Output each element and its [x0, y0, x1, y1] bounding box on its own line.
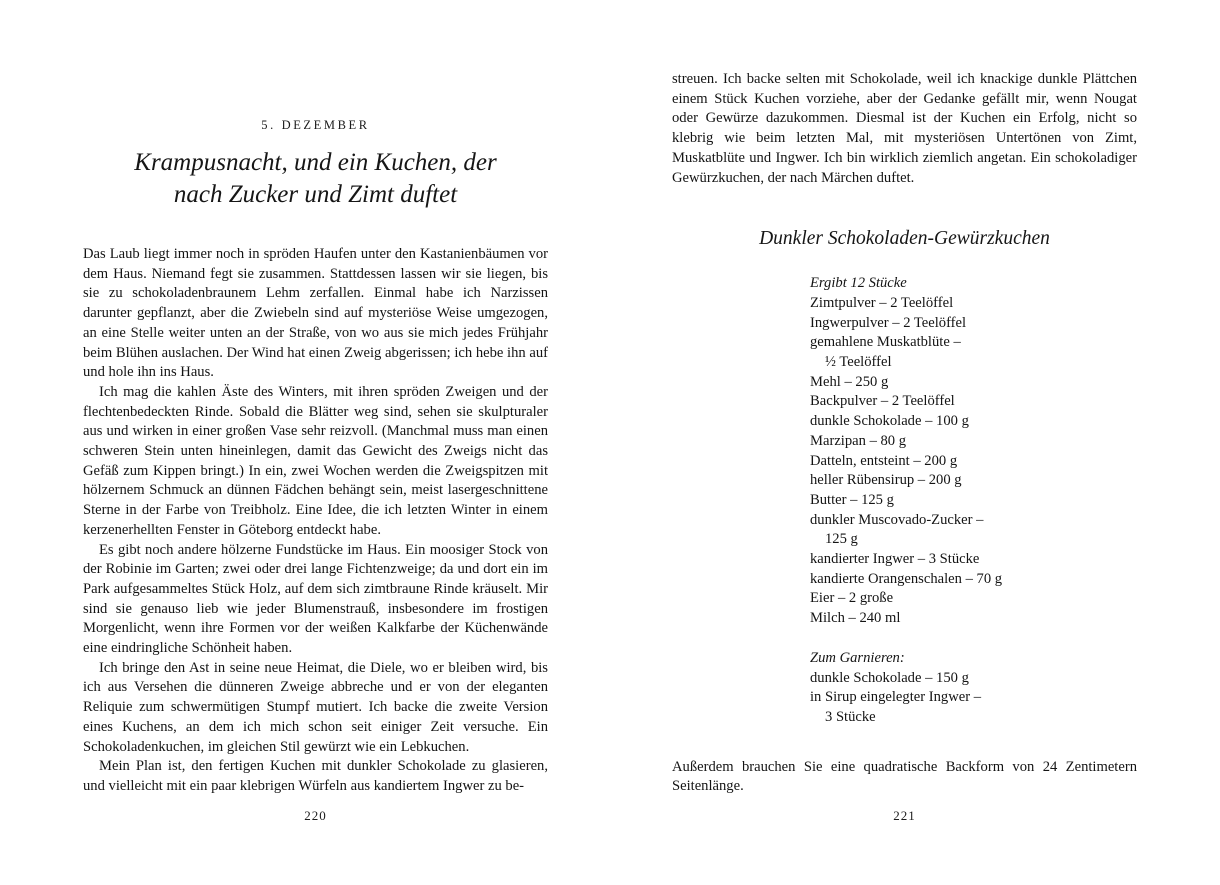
ingredient-line: Eier – 2 große [810, 590, 894, 607]
paragraph: Ich mag die kahlen Äste des Winters, mit ihren spröden Zweigen und der flechtenbedeckten Rinde. Sobald die Blätter weg sind, sehen sie skulpturaler aus und wirken in einer großen Vase sehr reizvoll. (Manchmal muss man einen schweren Stein unten hineinlegen, damit das Gewicht des Zweigs nicht das Gefäß zum Kippen bringt.) In ein, zwei Wochen werden die Zweigspitzen mit hölzernem Schmuck an dünnen Fädchen behängt sein, meist lasergeschnittene Sterne in der Farbe von Treibholz. Eine Idee, die ich letzten Winter in einem kerzenerhellten Fenster in Göteborg entdeckt habe. [83, 383, 548, 538]
ingredient-line: kandierte Orangenschalen – 70 g [810, 570, 1003, 587]
recipe-ingredient-list [810, 274, 1137, 727]
left-body-text [83, 245, 548, 797]
ingredient-line: Datteln, entsteint – 200 g [810, 452, 958, 469]
ingredient-line: Backpulver – 2 Teelöffel [810, 393, 955, 410]
ingredient-line: Mehl – 250 g [810, 373, 889, 390]
paragraph: Das Laub liegt immer noch in spröden Haufen unter den Kastanienbäumen vor dem Haus. Niemand fegt sie zusammen. Stattdessen lassen wir sie liegen, bis sie zu schokoladenbraunem Lehm zerfallen. Einmal habe ich Narzissen darunter gepflanzt, aber die Zwiebeln sind auf mysteriöse Weise umgezogen, an eine Stelle weiter unten an der Straße, von wo aus sie mich jedes Frühjahr beim Blühen auslachen. Der Wind hat einen Zweig abgerissen; ich hebe ihn auf und hole ihn ins Haus. [83, 246, 548, 381]
recipe-yield: Ergibt 12 Stücke [810, 275, 907, 292]
ingredient-line: Zimtpulver – 2 Teelöffel [810, 294, 954, 311]
paragraph: Ich bringe den Ast in seine neue Heimat, die Diele, wo er bleiben wird, bis ich aus Versehen die dünneren Zweige abbreche und er von der eleganten Reliquie zum schwermütigen Stumpf mutiert. Ich backe die zweite Version eines Kuchens, an dem ich mich schon seit einiger Zeit versuche. Ein Schokoladenkuchen, im gleichen Stil gewürzt wie ein Lebkuchen. [83, 659, 548, 755]
garnish-line: dunkle Schokolade – 150 g [810, 669, 969, 686]
garnish-header: Zum Garnieren: [810, 649, 905, 666]
ingredient-line: Ingwerpulver – 2 Teelöffel [810, 314, 967, 331]
continuation-paragraph: streuen. Ich backe selten mit Schokolade, weil ich knackige dunkle Plättchen einem Stück Kuchen vorziehe, aber der Gedanke gefällt mir, wenn Nougat oder Gewürze dazukommen. Diesmal ist der Kuchen ein Erfolg, nicht so klebrig wie beim letzten Mal, mit mysteriösen Untertönen von Zimt, Muskatblüte und Ingwer. Ich bin wirklich ziemlich angetan. Ein schokoladiger Gewürzkuchen, der nach Märchen duftet. [672, 71, 1137, 186]
page-left [83, 0, 548, 885]
ingredient-line: kandierter Ingwer – 3 Stücke [810, 551, 980, 568]
ingredient-line: Milch – 240 ml [810, 610, 901, 627]
page-number-left: 220 [304, 808, 327, 823]
recipe-title: Dunkler Schokoladen-Gewürzkuchen [759, 228, 1050, 250]
paragraph: Es gibt noch andere hölzerne Fundstücke im Haus. Ein moosiger Stock von der Robinie im Garten; zwei oder drei lange Fichtenzweige; da und dort ein im Park aufgesammeltes Stück Holz, auf dem sich zimtbraune Rinde kräuselt. Mir sind sie genauso lieb wie jeder Blumenstrauß, insbesondere im frostigen Morgenlicht, wenn ihre Formen vor der weißen Kalkfarbe der Küchenwände eine eindringliche Schönheit haben. [83, 541, 548, 657]
ingredient-line: Butter – 125 g [810, 491, 894, 508]
closing-paragraph: Außerdem brauchen Sie eine quadratische Backform von 24 Zentimetern Seitenlänge. [672, 758, 1137, 795]
page-right [672, 0, 1137, 885]
chapter-title: Krampusnacht, und ein Kuchen, der nach Zucker und Zimt duftet [134, 149, 497, 208]
page-number-right: 221 [893, 808, 916, 823]
ingredient-line: dunkle Schokolade – 100 g [810, 413, 969, 430]
ingredient-line-continuation: 125 g [825, 531, 858, 548]
paragraph: Mein Plan ist, den fertigen Kuchen mit dunkler Schokolade zu glasieren, und vielleicht mit ein paar klebrigen Würfeln aus kandiertem Ingwer zu be- [83, 758, 548, 794]
ingredient-line-continuation: ½ Teelöffel [825, 354, 892, 371]
ingredient-line: dunkler Muscovado-Zucker – [810, 511, 984, 528]
chapter-date: 5. DEZEMBER [261, 118, 370, 132]
ingredient-line: heller Rübensirup – 200 g [810, 472, 962, 489]
garnish-line-continuation: 3 Stücke [825, 708, 876, 725]
garnish-line: in Sirup eingelegter Ingwer – [810, 689, 982, 706]
ingredient-line: gemahlene Muskatblüte – [810, 334, 961, 351]
ingredient-line: Marzipan – 80 g [810, 432, 907, 449]
